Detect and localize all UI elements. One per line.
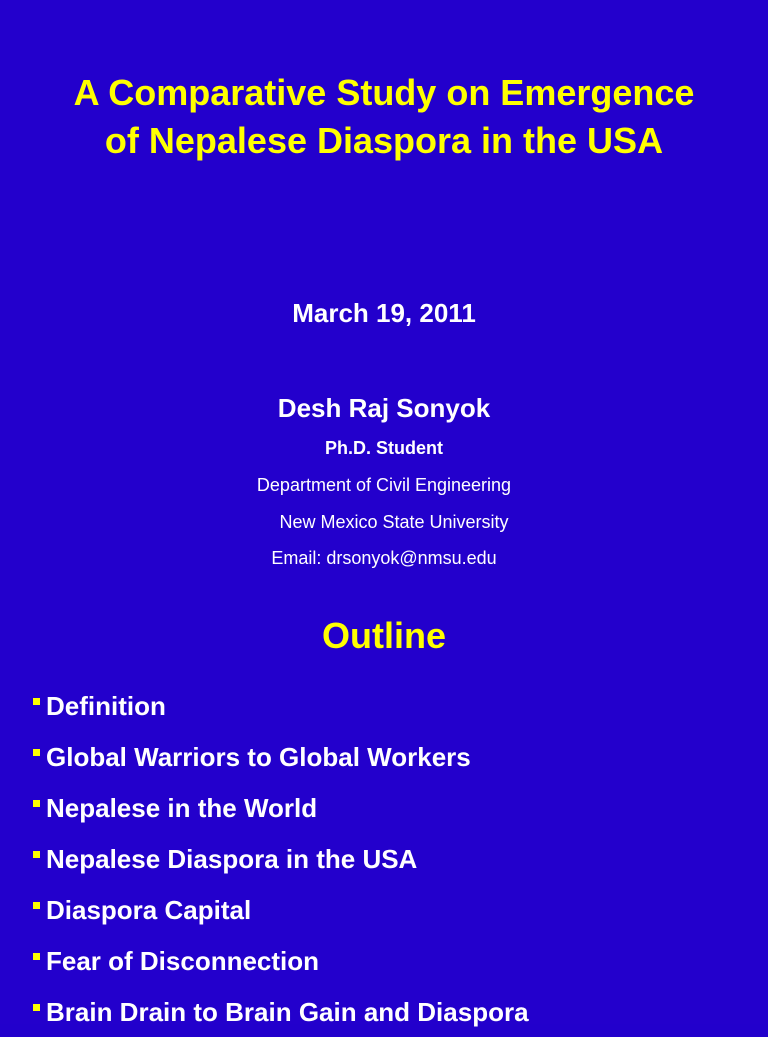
outline-item-label: Diaspora Capital <box>46 894 252 925</box>
square-bullet-icon <box>33 800 40 807</box>
outline-item-label: Definition <box>46 690 166 721</box>
square-bullet-icon <box>33 698 40 705</box>
outline-item <box>33 935 529 986</box>
slide-title-line-1: A Comparative Study on Emergence <box>73 72 695 113</box>
author-email: Email: drsonyok@nmsu.edu <box>271 548 497 568</box>
outline-item <box>33 731 529 782</box>
outline-item <box>33 833 529 884</box>
square-bullet-icon <box>33 1004 40 1011</box>
outline-item-label: Fear of Disconnection <box>46 945 320 976</box>
outline-item <box>33 986 529 1037</box>
outline-item <box>33 884 529 935</box>
outline-item-label: Nepalese in the World <box>46 792 318 823</box>
square-bullet-icon <box>33 749 40 756</box>
outline-heading: Outline <box>322 615 446 656</box>
outline-item <box>33 680 529 731</box>
square-bullet-icon <box>33 953 40 960</box>
outline-item <box>33 782 529 833</box>
author-role: Ph.D. Student <box>325 438 443 458</box>
square-bullet-icon <box>33 851 40 858</box>
author-university: New Mexico State University <box>279 512 509 532</box>
square-bullet-icon <box>33 902 40 909</box>
author-name: Desh Raj Sonyok <box>277 393 491 423</box>
presentation-date: March 19, 2011 <box>292 298 476 328</box>
slide-title-line-2: of Nepalese Diaspora in the USA <box>104 120 664 161</box>
outline-item-label: Global Warriors to Global Workers <box>46 741 471 772</box>
outline-list <box>33 680 529 1037</box>
author-department: Department of Civil Engineering <box>256 475 512 495</box>
outline-item-label: Nepalese Diaspora in the USA <box>46 843 418 874</box>
outline-item-label: Brain Drain to Brain Gain and Diaspora <box>46 996 529 1027</box>
